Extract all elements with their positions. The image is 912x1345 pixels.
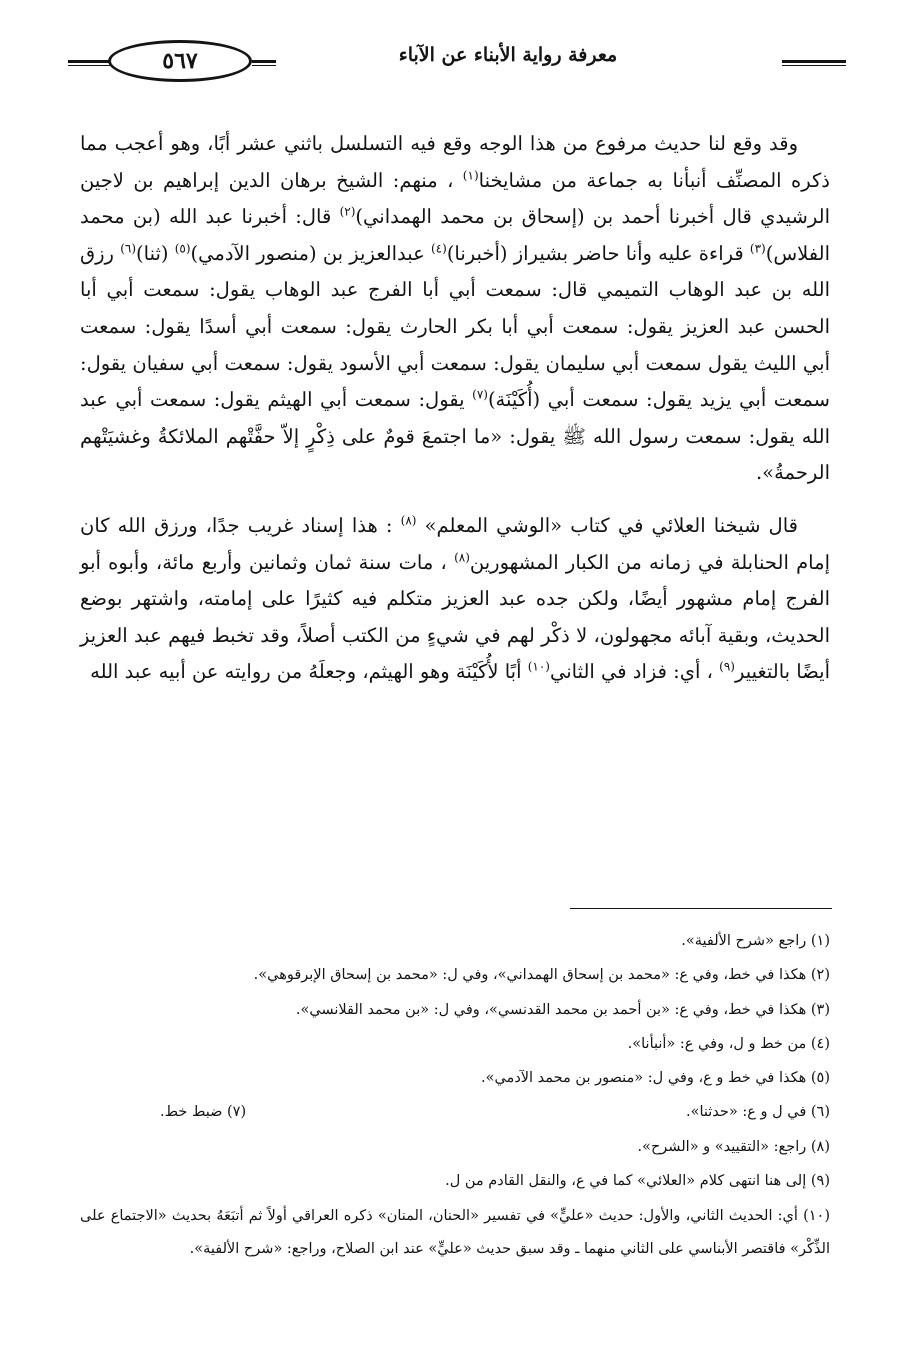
footnote-3: (٣) هكذا في خط، وفي ع: «بن أحمد بن محمد القدنسي»، وفي ل: «بن محمد القلانسي». — [295, 1001, 830, 1018]
paragraph-2 — [80, 508, 830, 691]
footnote-10: (١٠) أي: الحديث الثاني، والأول: حديث «عليٍّ» في تفسير «الحنان، المنان» ذكره العراقي أولاً ثم أتبَعَهُ بحديث «الاجتماع على الذِّكْر» فاقتصر الأبناسي على الثاني منهما ـ وقد سبق حديث «عليٍّ» عند ابن الصلاح، وراجع: «شرح الألفية». — [80, 1208, 830, 1258]
footnote-marker: (٢) — [339, 204, 356, 219]
footnote-marker: (٧) — [472, 387, 488, 402]
text-run: ، أي: فزاد في الثاني — [549, 660, 720, 684]
footnote-marker: (٥) — [174, 241, 191, 256]
footnote-marker: (٨) — [400, 513, 417, 528]
footnote-marker: (٤) — [430, 241, 447, 256]
text-run: ، منهم: الشيخ برهان الدين إبراهيم بن لاجين الرشيدي قال أخبرنا أحمد بن (إسحاق بن محمد الهمداني) — [80, 168, 830, 229]
footnote-9: (٩) إلى هنا انتهى كلام «العلائي» كما في ع، والنقل القادم من ل. — [445, 1173, 830, 1190]
footnote-6: (٦) في ل و ع: «حدثنا». — [685, 1104, 830, 1121]
text-run: ، مات سنة ثمان وثمانين وأربع مائة، وأبوه أبو الفرج إمام مشهور أيضًا، ولكن جده عبد العزيز متكلم فيه كثيرًا على إمامته، واشتهر بوضع الحديث، وبقية آبائه مجهولون، لا ذكْر لهم في شيءٍ من الكتب أصلاً، وقد تخبط فيهم عبد العزيز أيضًا بالتغيير — [80, 550, 830, 684]
footnote-4: (٤) من خط و ل، وفي ع: «أنبأنا». — [627, 1035, 830, 1052]
text-run: قال شيخنا العلائي في كتاب «الوشي المعلم» — [416, 513, 798, 537]
paragraph-1 — [80, 126, 830, 492]
footnote-marker: (٦) — [120, 241, 137, 256]
text-run: قراءة عليه وأنا حاضر بشيراز (أخبرنا) — [446, 241, 750, 265]
footnote-marker: (١) — [462, 168, 479, 183]
footnote-marker: (٨) — [454, 550, 470, 565]
page-number: ٥٦٧ — [162, 48, 198, 74]
footnote-8: (٨) راجع: «التقييد» و «الشرح». — [637, 1138, 830, 1155]
footnote-2: (٢) هكذا في خط، وفي ع: «محمد بن إسحاق الهمداني»، وفي ل: «محمد بن إسحاق الإبرقوهي». — [253, 967, 830, 984]
text-run: رزق الله بن عبد الوهاب التميمي قال: سمعت أبي أبا الفرج عبد الوهاب يقول: سمعت أبي أبا الحسن عبد العزيز يقول: سمعت أبي أبا بكر الحارث يقول: سمعت أبي أسدًا يقول: سمعت أبي الليث يقول سمعت أبي سليمان يقول: سمعت أبي الأسود يقول: سمعت أبي سفيان يقول: سمعت أبي يزيد يقول: سمعت أبي (أُكَيْنَة) — [80, 241, 830, 412]
main-text — [80, 126, 830, 691]
page-header — [68, 30, 846, 94]
footnotes — [80, 924, 830, 1266]
footnote-row-6-7 — [80, 1095, 830, 1129]
footnote-marker: (٣) — [749, 241, 766, 256]
text-run: : هذا إسناد غريب جدًا، ورزق الله كان إمام الحنابلة في زمانه من الكبار المشهورين — [80, 513, 830, 574]
header-rule-left — [68, 60, 110, 66]
running-title: معرفة رواية الأبناء عن الآباء — [398, 44, 618, 66]
text-run: يقول: سمعت أبي الهيثم يقول: سمعت أبي عبد الله يقول: سمعت رسول الله ﷺ يقول: «ما اجتمعَ قومٌ على ذِكْرٍ إلاّ حفَّتْهم الملائكةُ وغشيَتْهم الرحمةُ». — [80, 388, 830, 485]
text-run: قال: أخبرنا عبد الله (بن محمد الفلاس) — [80, 205, 831, 265]
text-run: عبدالعزيز بن (منصور الآدمي) — [190, 241, 431, 265]
text-run: أبًا لأُكَيْنَة وهو الهيثم، وجعلَهُ من روايته عن أبيه عبد الله — [90, 660, 528, 684]
page-number-oval — [108, 40, 252, 82]
text-run: (ثنا) — [136, 241, 175, 265]
footnote-1: (١) راجع «شرح الألفية». — [681, 933, 830, 949]
footnote-7: (٧) ضبط خط. — [160, 1104, 247, 1121]
text-run: وقد وقع لنا حديث مرفوع من هذا الوجه وقع فيه التسلسل باثني عشر أبًا، وهو أعجب مما ذكره المصنِّف أنبأنا به جماعة من مشايخنا — [80, 132, 830, 192]
footnote-separator — [570, 908, 832, 909]
footnote-5: (٥) هكذا في خط و ع، وفي ل: «منصور بن محمد الآدمي». — [480, 1070, 830, 1087]
header-rule-right — [782, 60, 846, 66]
footnote-marker: (٩) — [719, 659, 735, 674]
footnote-marker: (١٠) — [527, 659, 550, 674]
